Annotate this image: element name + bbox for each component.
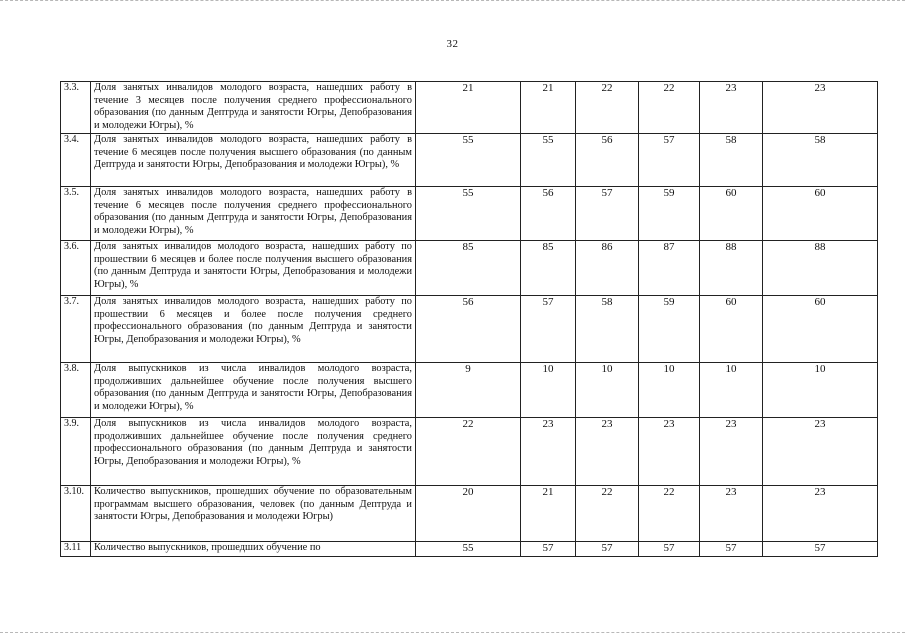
row-number: 3.10. xyxy=(61,486,91,542)
value-cell: 22 xyxy=(416,418,521,486)
row-number: 3.7. xyxy=(61,296,91,363)
value-cell: 55 xyxy=(416,542,521,557)
value-cell: 22 xyxy=(576,486,639,542)
row-number: 3.6. xyxy=(61,241,91,296)
value-cell: 21 xyxy=(416,82,521,134)
row-description: Доля занятых инвалидов молодого возраста, нашедших работу в течение 3 месяцев после получения среднего профессионального образования (по данным Дептруда и занятости Югры, Депобразования и молодежи Югры), % xyxy=(91,82,416,134)
row-description: Доля занятых инвалидов молодого возраста, нашедших работу по прошествии 6 месяцев и более после получения высшего образования (по данным Дептруда и занятости Югры, Депобразования и молодежи Югры), % xyxy=(91,241,416,296)
value-cell: 9 xyxy=(416,363,521,418)
row-description-text: Количество выпускников, прошедших обучение по xyxy=(94,542,321,553)
row-number: 3.11 xyxy=(61,542,91,557)
value-cell: 56 xyxy=(576,134,639,187)
value-cell: 10 xyxy=(639,363,700,418)
table-row xyxy=(61,542,878,557)
value-cell: 86 xyxy=(576,241,639,296)
table-row xyxy=(61,187,878,241)
value-cell: 10 xyxy=(521,363,576,418)
value-cell: 22 xyxy=(576,82,639,134)
table-row xyxy=(61,296,878,363)
row-description: Доля выпускников из числа инвалидов молодого возраста, продолживших дальнейшее обучение после получения среднего профессионального образования (по данным Дептруда и занятости Югры, Депобразования и молодежи Югры), % xyxy=(91,418,416,486)
row-number: 3.9. xyxy=(61,418,91,486)
value-cell: 88 xyxy=(700,241,763,296)
table-row xyxy=(61,486,878,542)
value-cell: 23 xyxy=(763,418,878,486)
scan-edge-top xyxy=(0,0,905,4)
row-description: Доля занятых инвалидов молодого возраста, нашедших работу по прошествии 6 месяцев и более после получения среднего профессионального образования (по данным Дептруда и занятости Югры, Депобразования и молодежи Югры), % xyxy=(91,296,416,363)
value-cell: 10 xyxy=(576,363,639,418)
value-cell: 22 xyxy=(639,486,700,542)
value-cell: 23 xyxy=(639,418,700,486)
indicators-table xyxy=(60,81,878,557)
value-cell: 55 xyxy=(416,134,521,187)
value-cell: 56 xyxy=(521,187,576,241)
value-cell: 55 xyxy=(521,134,576,187)
value-cell: 60 xyxy=(700,296,763,363)
value-cell: 60 xyxy=(763,187,878,241)
value-cell: 59 xyxy=(639,187,700,241)
value-cell: 59 xyxy=(639,296,700,363)
value-cell: 23 xyxy=(521,418,576,486)
value-cell: 23 xyxy=(763,82,878,134)
value-cell: 23 xyxy=(700,418,763,486)
value-cell: 21 xyxy=(521,486,576,542)
value-cell: 23 xyxy=(576,418,639,486)
row-description xyxy=(91,542,416,557)
value-cell: 20 xyxy=(416,486,521,542)
value-cell: 56 xyxy=(416,296,521,363)
row-description: Количество выпускников, прошедших обучение по образовательным программам высшего образования, человек (по данным Дептруда и занятости Югры, Депобразования и молодежи Югры) xyxy=(91,486,416,542)
value-cell: 58 xyxy=(576,296,639,363)
value-cell: 58 xyxy=(700,134,763,187)
table-row xyxy=(61,363,878,418)
table-row xyxy=(61,82,878,134)
row-number: 3.8. xyxy=(61,363,91,418)
value-cell: 57 xyxy=(763,542,878,557)
table-row xyxy=(61,134,878,187)
value-cell: 57 xyxy=(700,542,763,557)
row-description: Доля выпускников из числа инвалидов молодого возраста, продолживших дальнейшее обучение после получения высшего образования (по данным Дептруда и занятости Югры, Депобразования и молодежи Югры), % xyxy=(91,363,416,418)
value-cell: 85 xyxy=(521,241,576,296)
value-cell: 23 xyxy=(700,486,763,542)
value-cell: 60 xyxy=(763,296,878,363)
value-cell: 10 xyxy=(763,363,878,418)
table-row xyxy=(61,241,878,296)
value-cell: 57 xyxy=(639,542,700,557)
row-number: 3.5. xyxy=(61,187,91,241)
value-cell: 57 xyxy=(521,296,576,363)
value-cell: 87 xyxy=(639,241,700,296)
value-cell: 23 xyxy=(763,486,878,542)
row-description: Доля занятых инвалидов молодого возраста, нашедших работу в течение 6 месяцев после получения высшего образования (по данным Дептруда и занятости Югры, Депобразования и молодежи Югры), % xyxy=(91,134,416,187)
row-number: 3.4. xyxy=(61,134,91,187)
page-number: 32 xyxy=(446,38,459,50)
row-number: 3.3. xyxy=(61,82,91,134)
value-cell: 10 xyxy=(700,363,763,418)
value-cell: 60 xyxy=(700,187,763,241)
value-cell: 88 xyxy=(763,241,878,296)
value-cell: 58 xyxy=(763,134,878,187)
value-cell: 57 xyxy=(576,542,639,557)
row-description: Доля занятых инвалидов молодого возраста, нашедших работу в течение 6 месяцев после получения среднего профессионального образования (по данным Дептруда и занятости Югры, Депобразования и молодежи Югры), % xyxy=(91,187,416,241)
value-cell: 21 xyxy=(521,82,576,134)
value-cell: 57 xyxy=(521,542,576,557)
value-cell: 55 xyxy=(416,187,521,241)
value-cell: 57 xyxy=(576,187,639,241)
value-cell: 85 xyxy=(416,241,521,296)
scan-edge-bottom xyxy=(0,632,905,635)
value-cell: 22 xyxy=(639,82,700,134)
value-cell: 23 xyxy=(700,82,763,134)
table-row xyxy=(61,418,878,486)
value-cell: 57 xyxy=(639,134,700,187)
